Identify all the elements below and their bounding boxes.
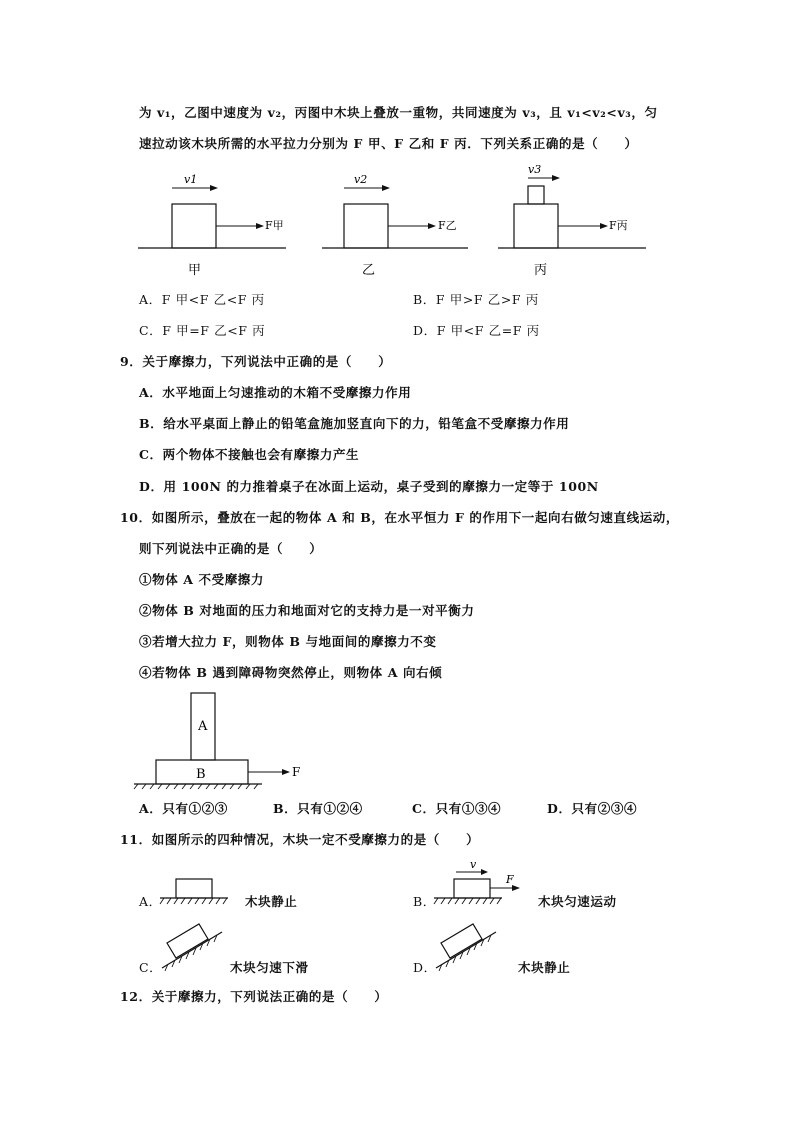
q12-stem: 12．关于摩擦力，下列说法正确的是（ ） [120,989,388,1004]
q11-figure-b [434,858,534,914]
q9-option-c: C．两个物体不接触也会有摩擦力产生 [139,447,360,462]
q10-stem-line1: 10．如图所示，叠放在一起的物体 A 和 B，在水平恒力 F 的作用下一起向右做匀速直线运动， [120,510,679,525]
q8-force-label-yi: F乙 [438,219,457,232]
q11-option-a: A． [139,894,162,909]
q10-figure [134,690,334,790]
q10-force-label: F [292,765,301,779]
q10-block-b-label: B [196,767,206,782]
q10-block-a-label: A [198,719,208,734]
q8-velocity-label-v1: v1 [184,173,198,186]
q8-stem-line2: 速拉动该木块所需的水平拉力分别为 F 甲、F 乙和 F 丙．下列关系正确的是（ ） [139,136,638,151]
q8-option-b: B．F 甲>F 乙>F 丙 [413,292,539,307]
q8-caption-yi: 乙 [362,263,376,278]
q10-statement-2: ②物体 B 对地面的压力和地面对它的支持力是一对平衡力 [139,603,475,618]
q8-force-label-bing: F丙 [609,219,628,232]
q11-b-velocity-label: v [470,858,477,871]
q9-option-b: B．给水平桌面上静止的铅笔盒施加竖直向下的力，铅笔盒不受摩擦力作用 [139,416,570,431]
q8-option-c: C．F 甲=F 乙<F 丙 [139,323,266,338]
q11-option-d: D． [413,960,437,975]
q10-option-c: C．只有①③④ [412,801,502,816]
q11-figure-c [158,918,228,974]
q8-figure-yi [322,170,482,280]
q10-statement-4: ④若物体 B 遇到障碍物突然停止，则物体 A 向右倾 [139,665,443,680]
q11-option-b: B． [413,894,436,909]
q11-option-c: C． [139,960,163,975]
q10-statement-1: ①物体 A 不受摩擦力 [139,572,265,587]
q8-velocity-label-v3: v3 [528,163,542,176]
q8-option-a: A．F 甲<F 乙<F 丙 [139,292,265,307]
q9-option-a: A．水平地面上匀速推动的木箱不受摩擦力作用 [139,385,412,400]
q10-option-b: B．只有①②④ [273,801,363,816]
q8-stem-line1: 为 v₁，乙图中速度为 v₂，丙图中木块上叠放一重物，共同速度为 v₃，且 v₁<v₂<v₃，匀 [139,105,658,120]
q11-caption-c: 木块匀速下滑 [230,960,309,975]
q11-figure-a [160,872,240,912]
q10-option-d: D．只有②③④ [547,801,638,816]
q8-caption-jia: 甲 [188,263,202,278]
q8-force-label-jia: F甲 [265,219,284,232]
q8-velocity-label-v2: v2 [354,173,368,186]
q10-stem-line2: 则下列说法中正确的是（ ） [139,541,323,556]
q11-caption-b: 木块匀速运动 [538,894,617,909]
q10-option-a: A．只有①②③ [139,801,228,816]
q8-figure-bing [498,164,658,280]
q11-stem: 11．如图所示的四种情况，木块一定不受摩擦力的是（ ） [120,832,480,847]
q9-option-d: D．用 100N 的力推着桌子在冰面上运动，桌子受到的摩擦力一定等于 100N [139,479,599,494]
q11-caption-d: 木块静止 [518,960,571,975]
q8-figure-jia [138,170,298,280]
q11-b-force-label: F [506,873,514,886]
q8-caption-bing: 丙 [534,263,548,278]
q9-stem: 9．关于摩擦力，下列说法中正确的是（ ） [120,354,392,369]
q11-caption-a: 木块静止 [245,894,298,909]
q11-figure-d [432,918,502,974]
q8-option-d: D．F 甲<F 乙=F 丙 [413,323,540,338]
q10-statement-3: ③若增大拉力 F，则物体 B 与地面间的摩擦力不变 [139,634,437,649]
